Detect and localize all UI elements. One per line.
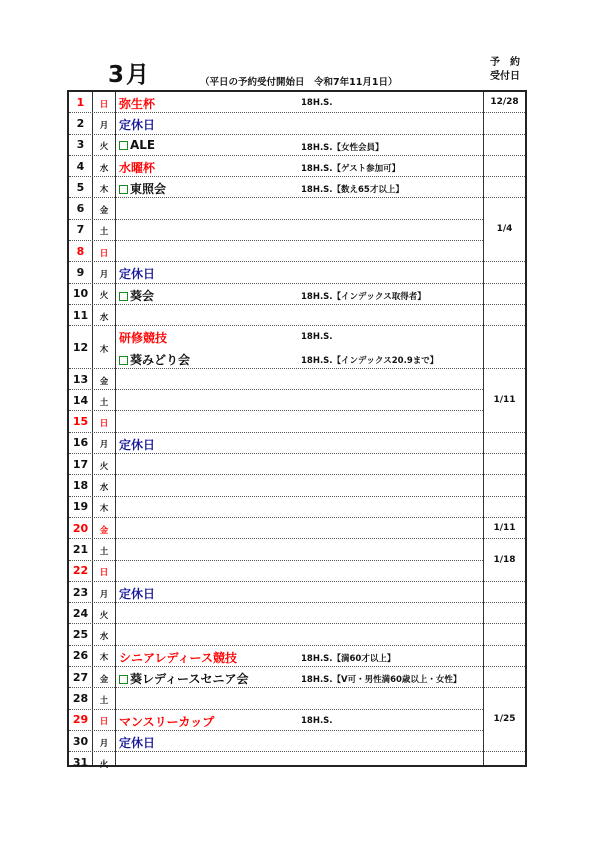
day-row	[69, 646, 525, 667]
day-row	[69, 305, 525, 326]
reservation-cell	[484, 199, 525, 263]
schedule-table	[67, 90, 527, 770]
weekday: 土	[99, 546, 109, 557]
weekday: 日	[99, 248, 109, 259]
reservation-date: 1/4	[496, 224, 513, 235]
reservation-cell	[484, 454, 525, 475]
day-number: 5	[76, 180, 85, 194]
month-title: 3月	[108, 62, 152, 88]
weekday: 日	[99, 568, 109, 579]
day-row	[69, 561, 525, 582]
event-note: 18H.S.【満60才以上】	[301, 653, 396, 664]
reservation-cell	[484, 305, 525, 326]
reservation-date: 1/11	[493, 394, 516, 405]
weekday: 金	[99, 206, 109, 217]
reservation-cell	[484, 475, 525, 496]
day-number: 3	[76, 138, 85, 152]
weekday: 火	[99, 291, 109, 302]
checkbox-icon	[119, 141, 128, 150]
weekday: 金	[99, 525, 109, 536]
weekday: 火	[99, 759, 109, 770]
event-note: 18H.S.	[301, 715, 333, 726]
weekday: 木	[99, 184, 109, 195]
day-row	[69, 220, 525, 241]
day-row	[69, 497, 525, 518]
day-number: 25	[72, 628, 89, 642]
day-number: 16	[72, 436, 89, 450]
day-number: 18	[72, 479, 89, 493]
day-row	[69, 475, 525, 496]
reservation-cell	[484, 539, 525, 582]
day-number: 15	[72, 415, 89, 429]
day-row	[69, 710, 525, 731]
reservation-cell	[484, 497, 525, 518]
event-note: 18H.S.	[301, 332, 333, 343]
event-label: シニアレディース競技	[119, 650, 237, 665]
event-name	[119, 329, 167, 346]
weekday: 火	[99, 610, 109, 621]
weekday: 水	[99, 312, 109, 323]
day-row	[69, 113, 525, 134]
day-row	[69, 582, 525, 603]
reservation-cell	[484, 433, 525, 454]
day-row	[69, 199, 525, 220]
day-row	[69, 539, 525, 560]
weekday: 水	[99, 632, 109, 643]
event-label: 定休日	[119, 118, 156, 133]
day-number: 11	[72, 308, 89, 322]
day-row	[69, 369, 525, 390]
weekday: 木	[99, 344, 109, 355]
weekday: 火	[99, 461, 109, 472]
event-label: 水曜杯	[119, 160, 156, 175]
reservation-cell	[484, 582, 525, 603]
event-label: 葵レディースセニア会	[130, 672, 249, 687]
day-row	[69, 412, 525, 433]
day-row	[69, 603, 525, 624]
day-row	[69, 241, 525, 262]
reservation-cell	[484, 752, 525, 773]
event-name	[119, 649, 237, 666]
event-label: 定休日	[119, 437, 156, 452]
day-number: 23	[72, 585, 89, 599]
event-name	[119, 138, 155, 152]
weekday: 土	[99, 696, 109, 707]
reservation-cell	[484, 177, 525, 198]
weekday: 水	[99, 483, 109, 494]
day-number: 26	[72, 649, 89, 663]
weekday: 日	[99, 717, 109, 728]
day-row	[69, 92, 525, 113]
event-label: 葵みどり会	[130, 352, 191, 367]
weekday: 木	[99, 504, 109, 515]
reservation-cell	[484, 326, 525, 369]
reservation-cell	[484, 262, 525, 283]
day-number: 6	[76, 202, 85, 216]
reservation-cell	[484, 284, 525, 305]
day-row	[69, 688, 525, 709]
weekday: 木	[99, 653, 109, 664]
day-number: 7	[76, 223, 85, 237]
event-label: 定休日	[119, 267, 156, 282]
reservation-cell	[484, 688, 525, 752]
reservation-column-header	[484, 56, 526, 84]
checkbox-icon	[119, 356, 128, 365]
day-number: 12	[72, 340, 89, 354]
event-note: 18H.S.【インデックス20.9まで】	[301, 355, 439, 366]
day-number: 24	[72, 606, 89, 620]
event-note: 18H.S.	[301, 98, 333, 108]
weekday: 月	[99, 120, 109, 131]
day-number: 21	[72, 542, 89, 556]
event-label: 東照会	[130, 182, 167, 197]
weekday: 水	[99, 163, 109, 174]
day-row	[69, 156, 525, 177]
reservation-cell	[484, 603, 525, 624]
weekday: 金	[99, 674, 109, 685]
event-name	[119, 159, 155, 176]
reservation-header-line1: 予 約	[490, 57, 520, 68]
reservation-cell	[484, 113, 525, 134]
weekday: 火	[99, 142, 109, 153]
event-name	[119, 713, 214, 730]
day-number: 13	[72, 372, 89, 386]
weekday: 日	[99, 419, 109, 430]
day-row	[69, 135, 525, 156]
reservation-cell	[484, 518, 525, 539]
event-label: 葵会	[130, 288, 155, 303]
event-name	[119, 734, 155, 751]
checkbox-icon	[119, 675, 128, 684]
weekday: 日	[99, 99, 109, 110]
day-number: 2	[76, 116, 85, 130]
day-number: 31	[72, 755, 89, 769]
event-name	[119, 180, 166, 197]
weekday: 月	[99, 589, 109, 600]
weekday: 土	[99, 397, 109, 408]
day-number: 14	[72, 393, 89, 407]
event-label: 研修競技	[119, 331, 168, 346]
day-row	[69, 625, 525, 646]
event-note: 18H.S.【インデックス取得者】	[301, 291, 426, 302]
event-name	[119, 287, 154, 304]
day-row	[69, 454, 525, 475]
weekday: 金	[99, 376, 109, 387]
reservation-start-note: （平日の予約受付開始日 令和7年11月1日）	[200, 77, 398, 88]
event-name	[119, 116, 155, 133]
day-row	[69, 752, 525, 773]
event-label: マンスリーカップ	[119, 714, 215, 729]
day-row	[69, 284, 525, 305]
event-label: 定休日	[119, 736, 156, 750]
day-number: 29	[72, 713, 89, 727]
day-row	[69, 518, 525, 539]
day-number: 19	[72, 500, 89, 514]
day-row	[69, 433, 525, 454]
day-number: 10	[72, 287, 89, 301]
reservation-date: 12/28	[490, 96, 519, 107]
day-row	[69, 262, 525, 283]
weekday: 土	[99, 227, 109, 238]
day-row	[69, 390, 525, 411]
reservation-cell	[484, 156, 525, 177]
reservation-cell	[484, 135, 525, 156]
day-number: 28	[72, 692, 89, 706]
reservation-date: 1/11	[493, 522, 516, 533]
day-row	[69, 667, 525, 688]
event-note: 18H.S.【ゲスト参加可】	[301, 163, 401, 174]
day-number: 30	[72, 734, 89, 748]
event-note: 18H.S.【V可・男性満60歳以上・女性】	[301, 675, 462, 686]
day-number: 4	[76, 159, 85, 173]
event-name	[119, 351, 190, 368]
weekday: 月	[99, 270, 109, 281]
event-label: ALE	[130, 137, 156, 152]
reservation-cell	[484, 667, 525, 688]
day-number: 8	[76, 244, 85, 258]
checkbox-icon	[119, 185, 128, 194]
day-number: 1	[76, 95, 85, 109]
reservation-cell	[484, 646, 525, 667]
reservation-header-line2: 受付日	[490, 71, 520, 82]
reservation-date: 1/25	[493, 714, 516, 725]
reservation-cell	[484, 369, 525, 433]
day-number: 17	[72, 457, 89, 471]
checkbox-icon	[119, 292, 128, 301]
day-row	[69, 177, 525, 198]
day-number: 22	[72, 564, 89, 578]
event-label: 定休日	[119, 586, 156, 601]
reservation-cell	[484, 92, 525, 113]
day-number: 20	[72, 521, 89, 535]
day-row	[69, 326, 525, 369]
day-row	[69, 731, 525, 752]
weekday: 月	[99, 440, 109, 451]
reservation-cell	[484, 625, 525, 646]
weekday: 月	[99, 738, 109, 749]
event-name	[119, 265, 155, 282]
day-number: 27	[72, 670, 89, 684]
reservation-date: 1/18	[493, 554, 516, 565]
event-label: 弥生杯	[119, 97, 156, 111]
event-note: 18H.S.【数え65才以上】	[301, 185, 404, 196]
event-note: 18H.S.【女性会員】	[301, 142, 384, 153]
day-number: 9	[76, 266, 85, 280]
event-name	[119, 670, 248, 687]
event-name	[119, 95, 155, 112]
event-name	[119, 585, 155, 602]
event-name	[119, 436, 155, 453]
